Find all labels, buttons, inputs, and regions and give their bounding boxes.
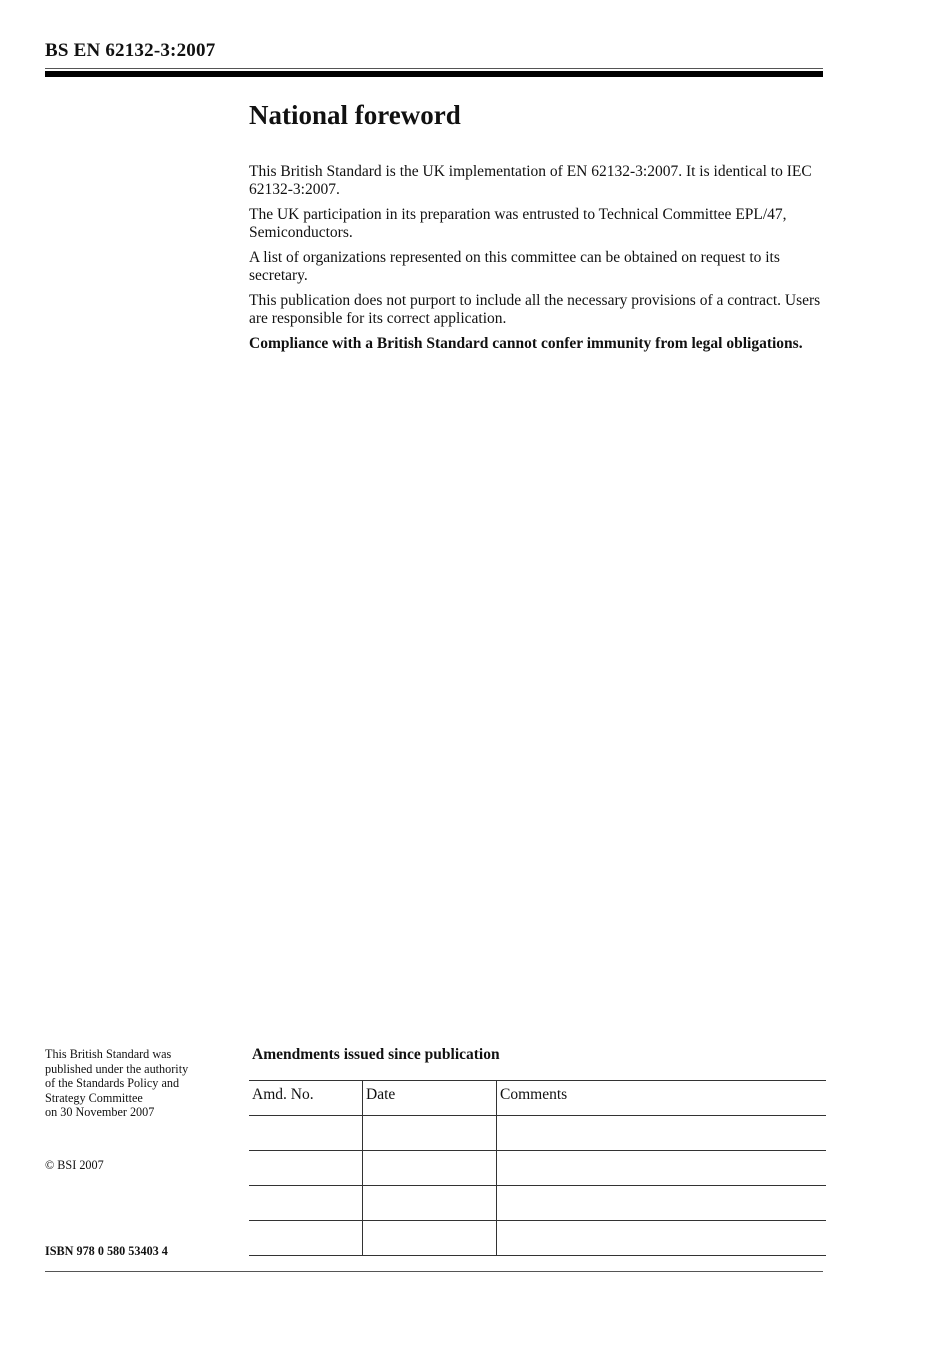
publication-note	[45, 1047, 240, 1120]
table-row	[249, 1151, 826, 1186]
column-header-comments: Comments	[497, 1081, 827, 1116]
table-cell	[249, 1151, 363, 1186]
foreword-paragraph: This British Standard is the UK implementation of EN 62132-3:2007. It is identical to IEC 62132-3:2007.	[249, 163, 812, 198]
table-cell	[363, 1116, 497, 1151]
table-cell	[363, 1221, 497, 1256]
table-cell	[497, 1221, 827, 1256]
table-cell	[363, 1186, 497, 1221]
document-code: BS EN 62132-3:2007	[45, 40, 216, 61]
isbn: ISBN 978 0 580 53403 4	[45, 1244, 168, 1258]
publication-line: published under the authority	[45, 1061, 189, 1076]
table-header-row	[249, 1081, 826, 1116]
header-rule-thick	[45, 71, 823, 77]
publication-line: Strategy Committee	[45, 1090, 143, 1105]
publication-line: on 30 November 2007	[45, 1105, 155, 1120]
table-cell	[249, 1116, 363, 1151]
table-cell	[249, 1186, 363, 1221]
table-cell	[249, 1221, 363, 1256]
header-rule-thin	[45, 68, 823, 69]
publication-line: This British Standard was	[45, 1047, 172, 1061]
table-cell	[363, 1151, 497, 1186]
table-row	[249, 1221, 826, 1256]
publication-line: of the Standards Policy and	[45, 1076, 180, 1091]
table-cell	[497, 1151, 827, 1186]
foreword-paragraph: This publication does not purport to include all the necessary provisions of a contract. Users are responsible for its correct application.	[249, 292, 821, 327]
copyright-note: © BSI 2007	[45, 1158, 104, 1172]
table-cell	[497, 1116, 827, 1151]
foreword-paragraph: A list of organizations represented on this committee can be obtained on request to its secretary.	[249, 249, 780, 284]
column-header-date: Date	[363, 1081, 497, 1116]
foreword-body	[249, 163, 827, 361]
amendments-title: Amendments issued since publication	[252, 1046, 500, 1063]
table-cell	[497, 1186, 827, 1221]
table-row	[249, 1116, 826, 1151]
column-header-amd-no: Amd. No.	[249, 1081, 363, 1116]
table-row	[249, 1186, 826, 1221]
foreword-paragraph: The UK participation in its preparation was entrusted to Technical Committee EPL/47, Semiconductors.	[249, 206, 787, 241]
page-title: National foreword	[249, 100, 461, 130]
compliance-statement: Compliance with a British Standard cannot confer immunity from legal obligations.	[249, 335, 803, 352]
footer-rule	[45, 1271, 823, 1272]
amendments-table	[249, 1080, 826, 1256]
